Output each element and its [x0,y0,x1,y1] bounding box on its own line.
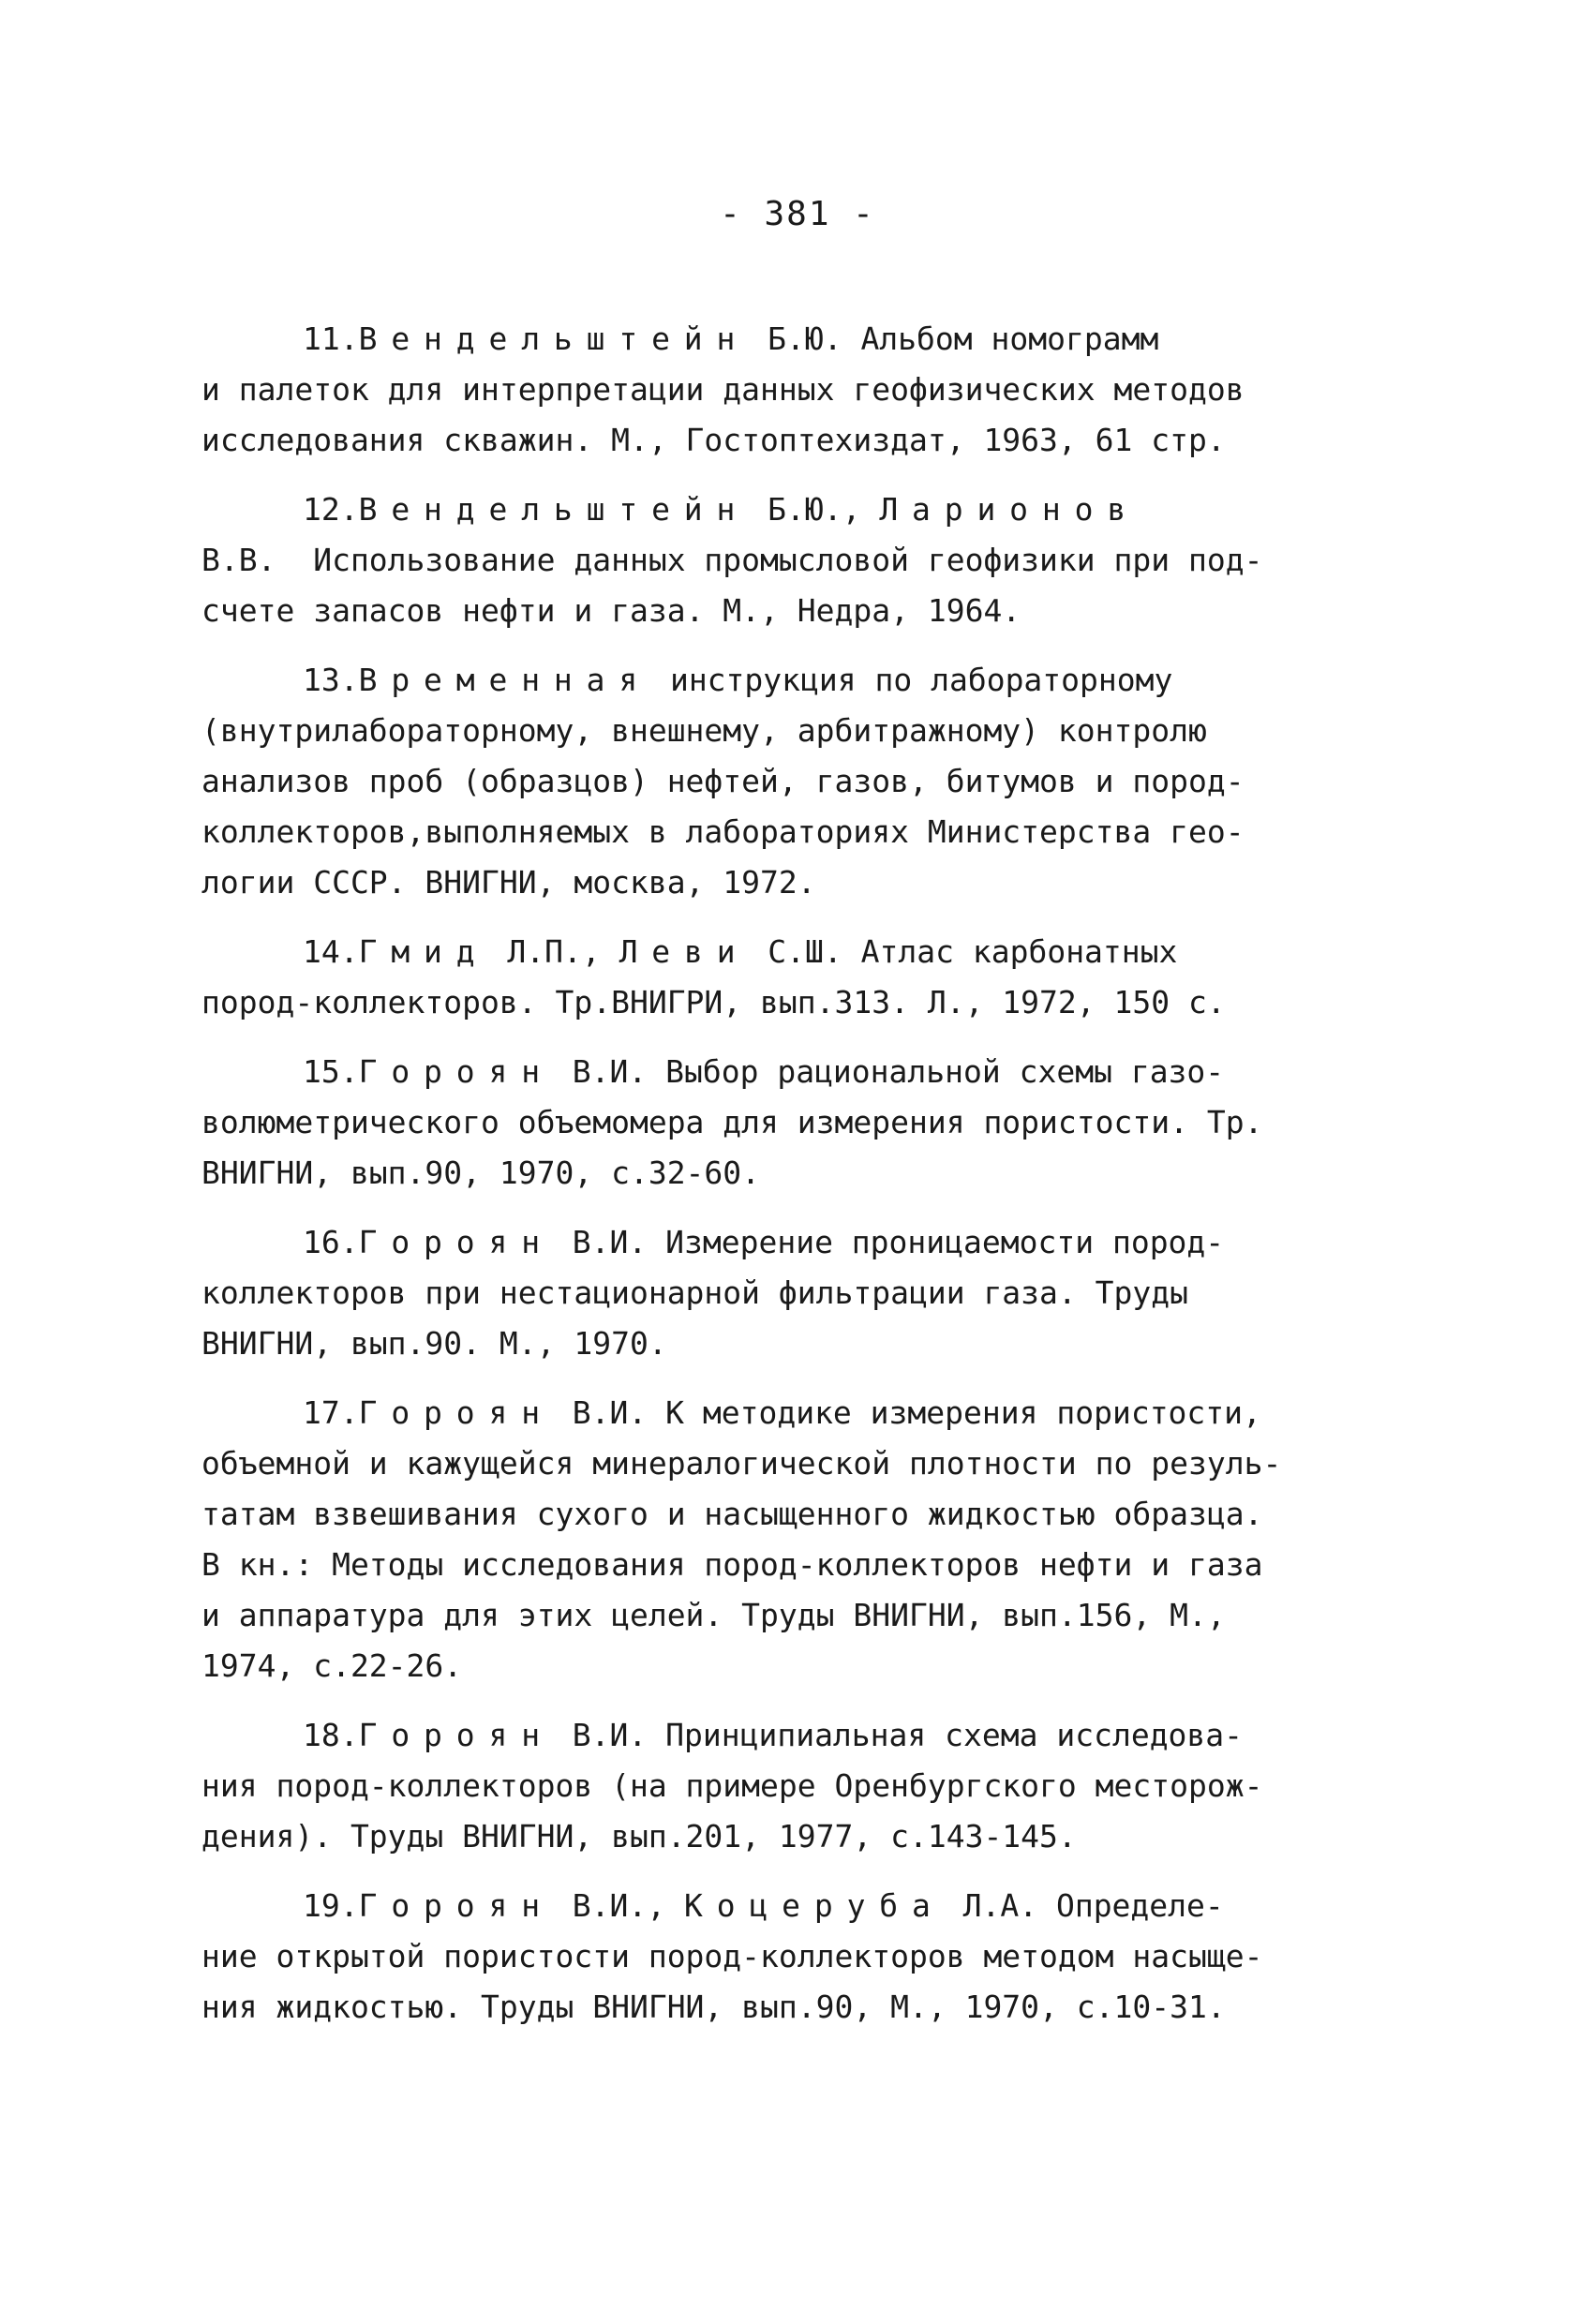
reference-line: коллекторов,выполняемых в лабораториях Министерства гео- [201,813,1245,850]
reference-number: 11. [303,320,359,357]
reference-line [201,1217,1396,1268]
reference-text: В.И. Выбор рациональной схемы газо- [553,1053,1225,1090]
reference-line [201,1710,1396,1761]
reference-text: В.И., [553,1887,684,1924]
reference-line: коллекторов при нестационарной фильтрации газа. Труды [201,1274,1188,1311]
reference-line: анализов проб (образцов) нефтей, газов, битумов и пород- [201,763,1245,799]
reference-author: Леви [619,933,750,970]
reference-text: Б.Ю. Альбом номограмм [749,320,1159,357]
reference-number: 12. [303,491,359,528]
reference-line [201,1388,1396,1438]
reference-line: ния пород-коллекторов (на примере Оренбургского месторож- [201,1767,1263,1804]
reference-author: Ларионов [879,491,1140,528]
reference-line: В кн.: Методы исследования пород-коллекторов нефти и газа [201,1546,1263,1583]
reference-text: Л.П., [488,933,619,970]
reference-line [201,484,1396,535]
reference-author: Гороян [358,1224,554,1260]
reference-author: Гороян [358,1053,554,1090]
reference-line: ВНИГНИ, вып.90. М., 1970. [201,1325,667,1362]
reference-author: Вендельштейн [358,320,750,357]
reference-line: и палеток для интерпретации данных геофизических методов [201,371,1245,408]
reference-text: В.И. Принципиальная схема исследова- [553,1717,1244,1753]
reference-line: ния жидкостью. Труды ВНИГНИ, вып.90, М., 1970, с.10-31. [201,1989,1226,2025]
reference-line: 1974, с.22-26. [201,1647,463,1684]
reference-author: Гмид [358,933,489,970]
reference-number: 19. [303,1887,359,1924]
reference-line [201,1881,1396,1931]
reference-text: В.И. Измерение проницаемости пород- [553,1224,1225,1260]
reference-line [201,314,1396,365]
reference-line: (внутрилабораторному, внешнему, арбитражному) контролю [201,712,1207,749]
reference-14 [201,927,1396,1028]
reference-author: Гороян [358,1717,554,1753]
reference-line: исследования скважин. М., Гостоптехиздат, 1963, 61 стр. [201,422,1226,458]
reference-line: татам взвешивания сухого и насыщенного жидкостью образца. [201,1496,1263,1532]
reference-number: 16. [303,1224,359,1260]
page-number: - 381 - [720,195,875,233]
reference-author: Вендельштейн [358,491,750,528]
reference-19 [201,1881,1396,2033]
reference-line [201,927,1396,977]
reference-line: волюметрического объемомера для измерения пористости. Тр. [201,1104,1263,1140]
reference-17 [201,1388,1396,1691]
reference-number: 14. [303,933,359,970]
reference-line: В.В. Использование данных промысловой геофизики при под- [201,542,1263,578]
reference-author: Гороян [358,1887,554,1924]
reference-18 [201,1710,1396,1862]
reference-author: Коцеруба [684,1887,945,1924]
reference-line: ние открытой пористости пород-коллекторов методом насыще- [201,1938,1263,1974]
reference-line [201,655,1396,706]
reference-text: Л.А. Определе- [944,1887,1224,1924]
reference-line: счете запасов нефти и газа. М., Недра, 1964. [201,592,1021,629]
reference-line: дения). Труды ВНИГНИ, вып.201, 1977, с.143-145. [201,1818,1077,1855]
reference-text: С.Ш. Атлас карбонатных [749,933,1178,970]
reference-number: 13. [303,662,359,698]
reference-text: Б.Ю., [749,491,880,528]
reference-11 [201,314,1396,466]
reference-line: ВНИГНИ, вып.90, 1970, с.32-60. [201,1155,761,1191]
reference-text: инструкция по лабораторному [651,662,1173,698]
reference-author: Временная [358,662,652,698]
reference-line [201,1047,1396,1097]
reference-number: 15. [303,1053,359,1090]
reference-16 [201,1217,1396,1369]
reference-line: объемной и кажущейся минералогической плотности по резуль- [201,1445,1282,1482]
reference-line: и аппаратура для этих целей. Труды ВНИГНИ, вып.156, М., [201,1597,1226,1633]
reference-line: логии СССР. ВНИГНИ, москва, 1972. [201,864,816,901]
reference-list [201,314,1396,2051]
reference-12 [201,484,1396,636]
reference-number: 18. [303,1717,359,1753]
reference-13 [201,655,1396,908]
reference-line: пород-коллекторов. Тр.ВНИГРИ, вып.313. Л., 1972, 150 с. [201,984,1226,1020]
reference-author: Гороян [358,1394,554,1431]
reference-text: В.И. К методике измерения пористости, [553,1394,1261,1431]
reference-number: 17. [303,1394,359,1431]
reference-15 [201,1047,1396,1199]
